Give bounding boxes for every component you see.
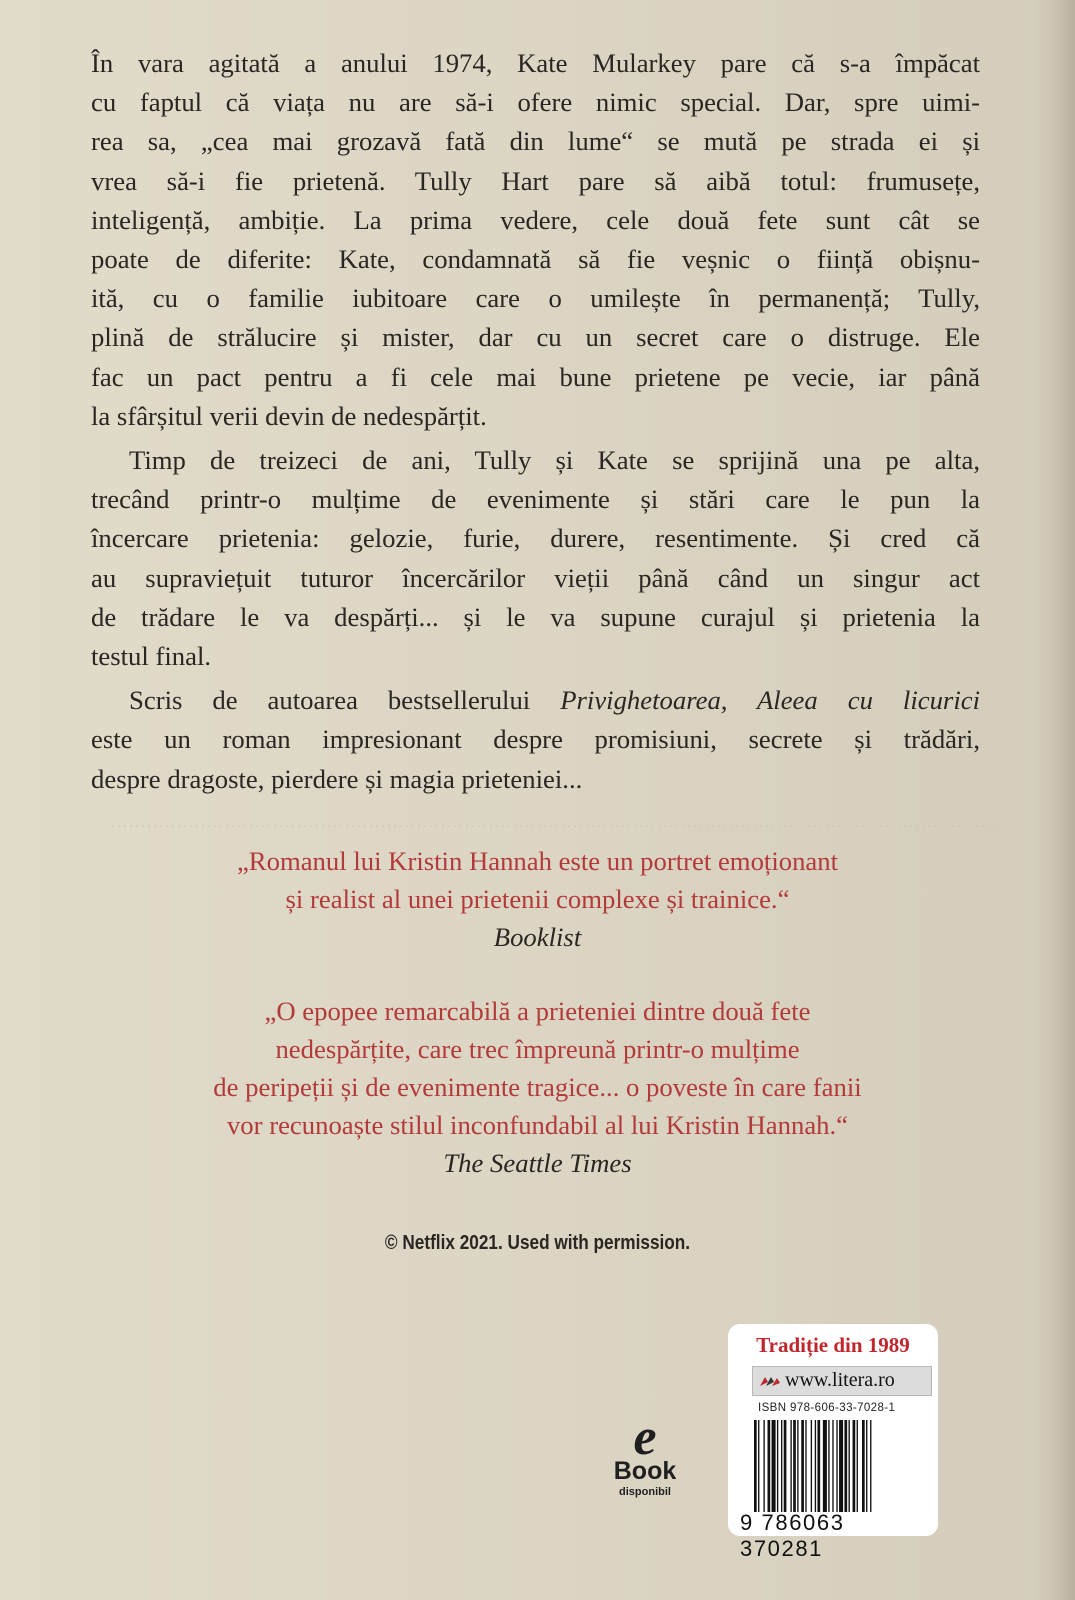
text-line: În vara agitată a anului 1974, Kate Mularkey pare că s-a împăcat (91, 48, 980, 78)
text-line: despre dragoste, pierdere și magia prieteniei... (91, 763, 583, 794)
text-line: inteligență, ambiție. La prima vedere, cele două fete sunt cât se (91, 204, 980, 235)
copyright-notice: © Netflix 2021. Used with permission. (384, 1232, 691, 1254)
quote-source: The Seattle Times (443, 1148, 632, 1178)
publisher-barcode-box (728, 1324, 938, 1561)
text-line: vrea să-i fie prietenă. Tully Hart pare să aibă totul: frumusețe, (91, 165, 980, 196)
quote-line: vor recunoaște stilul inconfundabil al lui Kristin Hannah.“ (226, 1110, 849, 1140)
review-quote-2 (0, 992, 1075, 1182)
text-line: rea sa, „cea mai grozavă fată din lume“ se mută pe strada ei și (91, 126, 980, 157)
isbn-label: ISBN 978-606-33-7028-1 (758, 1402, 896, 1414)
quote-line: de peripeții și de evenimente tragice... o poveste în care fanii (213, 1072, 862, 1102)
intro-text: Scris de autoarea bestsellerului (129, 685, 561, 716)
quote-line: „Romanul lui Kristin Hannah este un portret emoționant (236, 846, 839, 876)
text-line: este un roman impresionant despre promisiuni, secrete și trădări, (91, 724, 980, 755)
text-line: plină de strălucire și mister, dar cu un secret care o distruge. Ele (91, 322, 980, 353)
text-line: fac un pact pentru a fi cele mai bune prietene pe vecie, iar până (91, 361, 980, 392)
quote-line: „O epopee remarcabilă a prieteniei dintre două fete (264, 996, 811, 1026)
ebook-available-badge (600, 1409, 690, 1498)
blurb-text (91, 44, 980, 799)
text-line (91, 681, 980, 720)
barcode-digits: 9 786063 370281 (740, 1510, 845, 1561)
text-line: testul final. (91, 641, 212, 672)
publisher-website (752, 1366, 932, 1396)
text-line: poate de diferite: Kate, condamnată să fie veșnic o ființă obișnu- (91, 244, 980, 275)
text-line: la sfârșitul verii devin de nedespărțit. (91, 400, 487, 431)
dotted-divider (110, 825, 1000, 827)
quote-line: nedespărțite, care trec împreună printr-o mulțime (275, 1034, 800, 1064)
text-line: ită, cu o familie iubitoare care o umilește în permanență; Tully, (91, 283, 980, 314)
blurb-paragraph-2 (91, 441, 980, 676)
blurb-paragraph-1 (91, 44, 980, 436)
ebook-word: Book (613, 1457, 677, 1485)
litera-logo-icon (759, 1374, 781, 1388)
publisher-tagline: Tradiție din 1989 (756, 1333, 910, 1357)
text-line: trecând printr-o mulțime de evenimente și stări care le pun la (91, 484, 980, 515)
text-line: au supraviețuit tuturor încercărilor vieții până când un singur act (91, 562, 980, 593)
review-quote-1 (0, 842, 1075, 956)
blurb-paragraph-3 (91, 681, 980, 799)
quote-line: și realist al unei prietenii complexe și trainice.“ (285, 884, 790, 914)
ebook-e-logo: e (633, 1409, 657, 1466)
text-line: cu faptul că viața nu are să-i ofere nimic special. Dar, spre uimi- (91, 87, 980, 118)
quote-source: Booklist (493, 922, 582, 952)
barcode (752, 1420, 930, 1512)
cover-edge-shadow (1035, 0, 1075, 1600)
website-url: www.litera.ro (785, 1369, 895, 1391)
text-line: Timp de treizeci de ani, Tully și Kate se sprijină una pe alta, (129, 445, 980, 476)
text-line: încercare prietenia: gelozie, furie, durere, resentimente. Și cred că (91, 523, 980, 554)
ebook-note: disponibil (619, 1486, 671, 1498)
text-line: de trădare le va despărți... și le va supune curajul și prietenia la (91, 601, 980, 632)
book-titles: Privighetoarea, Aleea cu licurici (560, 685, 980, 716)
